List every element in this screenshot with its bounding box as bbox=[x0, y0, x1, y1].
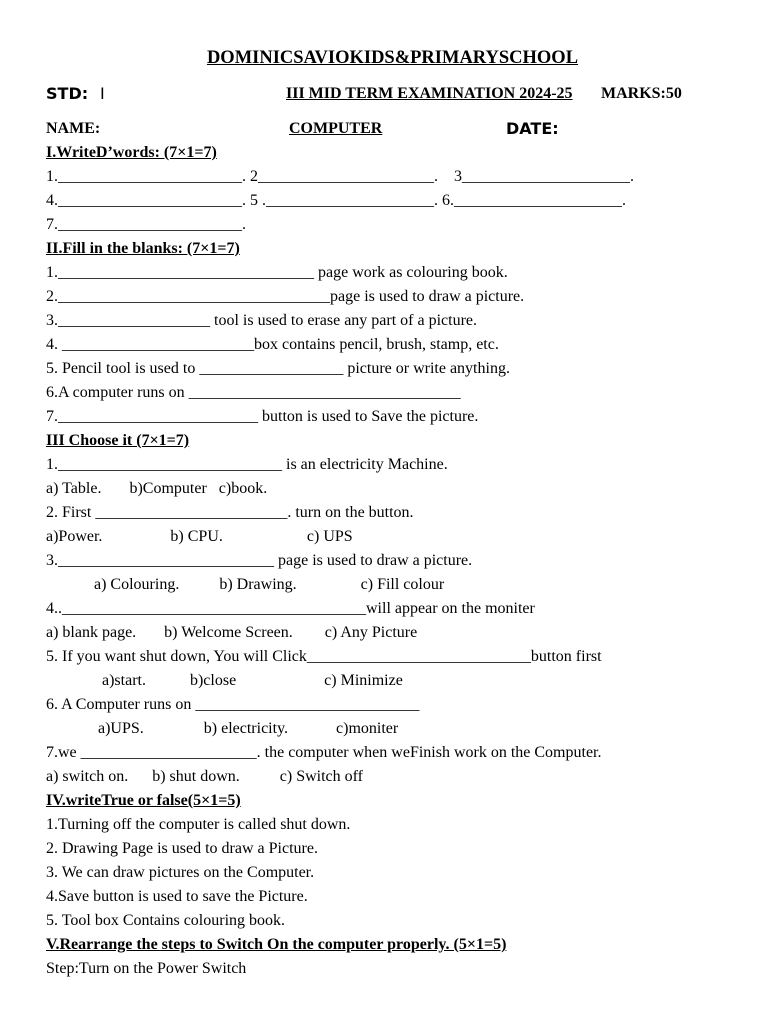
question-line: 2.__________________________________page is used to draw a picture. bbox=[46, 288, 525, 305]
question-line: 2. First ________________________. turn on the button. bbox=[46, 504, 414, 521]
section-heading: I.WriteD’words: (7×1=7) bbox=[46, 144, 217, 161]
question-line: 4. ________________________box contains pencil, brush, stamp, etc. bbox=[46, 336, 499, 353]
question-line: 5. Tool box Contains colouring book. bbox=[46, 912, 286, 929]
subject-title: COMPUTER bbox=[289, 120, 383, 137]
question-line: Step:Turn on the Power Switch bbox=[46, 960, 247, 977]
question-line: a)UPS. b) electricity. c)moniter bbox=[46, 720, 399, 737]
question-line: a)Power. b) CPU. c) UPS bbox=[46, 528, 353, 545]
question-line: a) switch on. b) shut down. c) Switch off bbox=[46, 768, 363, 785]
question-line: 5. Pencil tool is used to __________________ picture or write anything. bbox=[46, 360, 510, 377]
question-line: 5. If you want shut down, You will Click____________________________button first bbox=[46, 648, 602, 665]
std-label: STD: bbox=[46, 84, 89, 103]
question-line: 7.we ______________________. the computer when weFinish work on the Computer. bbox=[46, 744, 602, 761]
question-line: 2. Drawing Page is used to draw a Picture. bbox=[46, 840, 318, 857]
section-heading: IV.writeTrue or false(5×1=5) bbox=[46, 792, 241, 809]
question-line: 4.Save button is used to save the Picture. bbox=[46, 888, 308, 905]
question-line: 6. A Computer runs on ____________________________ bbox=[46, 696, 420, 713]
question-line: 1.____________________________ is an electricity Machine. bbox=[46, 456, 448, 473]
exam-title: III MID TERM EXAMINATION 2024-25 bbox=[286, 85, 573, 102]
question-line: 1.________________________________ page work as colouring book. bbox=[46, 264, 508, 281]
section-heading: III Choose it (7×1=7) bbox=[46, 432, 190, 449]
question-line: 4._______________________. 5 ._____________________. 6._____________________. bbox=[46, 192, 626, 209]
question-line: 1.Turning off the computer is called shut down. bbox=[46, 816, 351, 833]
std-value: I bbox=[100, 84, 105, 103]
question-line: a) Colouring. b) Drawing. c) Fill colour bbox=[46, 576, 445, 593]
question-line: 3. We can draw pictures on the Computer. bbox=[46, 864, 315, 881]
question-line: 7._______________________. bbox=[46, 216, 246, 233]
question-line: a) Table. b)Computer c)book. bbox=[46, 480, 268, 497]
question-line: 3.___________________________ page is used to draw a picture. bbox=[46, 552, 473, 569]
question-line: a) blank page. b) Welcome Screen. c) Any Picture bbox=[46, 624, 418, 641]
question-line: a)start. b)close c) Minimize bbox=[46, 672, 403, 689]
name-label: NAME: bbox=[46, 120, 101, 137]
marks: MARKS:50 bbox=[601, 85, 682, 102]
question-line: 6.A computer runs on __________________________________ bbox=[46, 384, 461, 401]
question-line: 3.___________________ tool is used to erase any part of a picture. bbox=[46, 312, 478, 329]
section-heading: II.Fill in the blanks: (7×1=7) bbox=[46, 240, 240, 257]
section-heading: V.Rearrange the steps to Switch On the computer properly. (5×1=5) bbox=[46, 936, 507, 953]
school-title: DOMINICSAVIOKIDS&PRIMARYSCHOOL bbox=[206, 48, 579, 68]
question-line: 1._______________________. 2______________________. 3_____________________. bbox=[46, 168, 634, 185]
question-line: 7._________________________ button is used to Save the picture. bbox=[46, 408, 479, 425]
date-label: DATE: bbox=[506, 119, 559, 138]
question-line: 4..______________________________________will appear on the moniter bbox=[46, 600, 535, 617]
